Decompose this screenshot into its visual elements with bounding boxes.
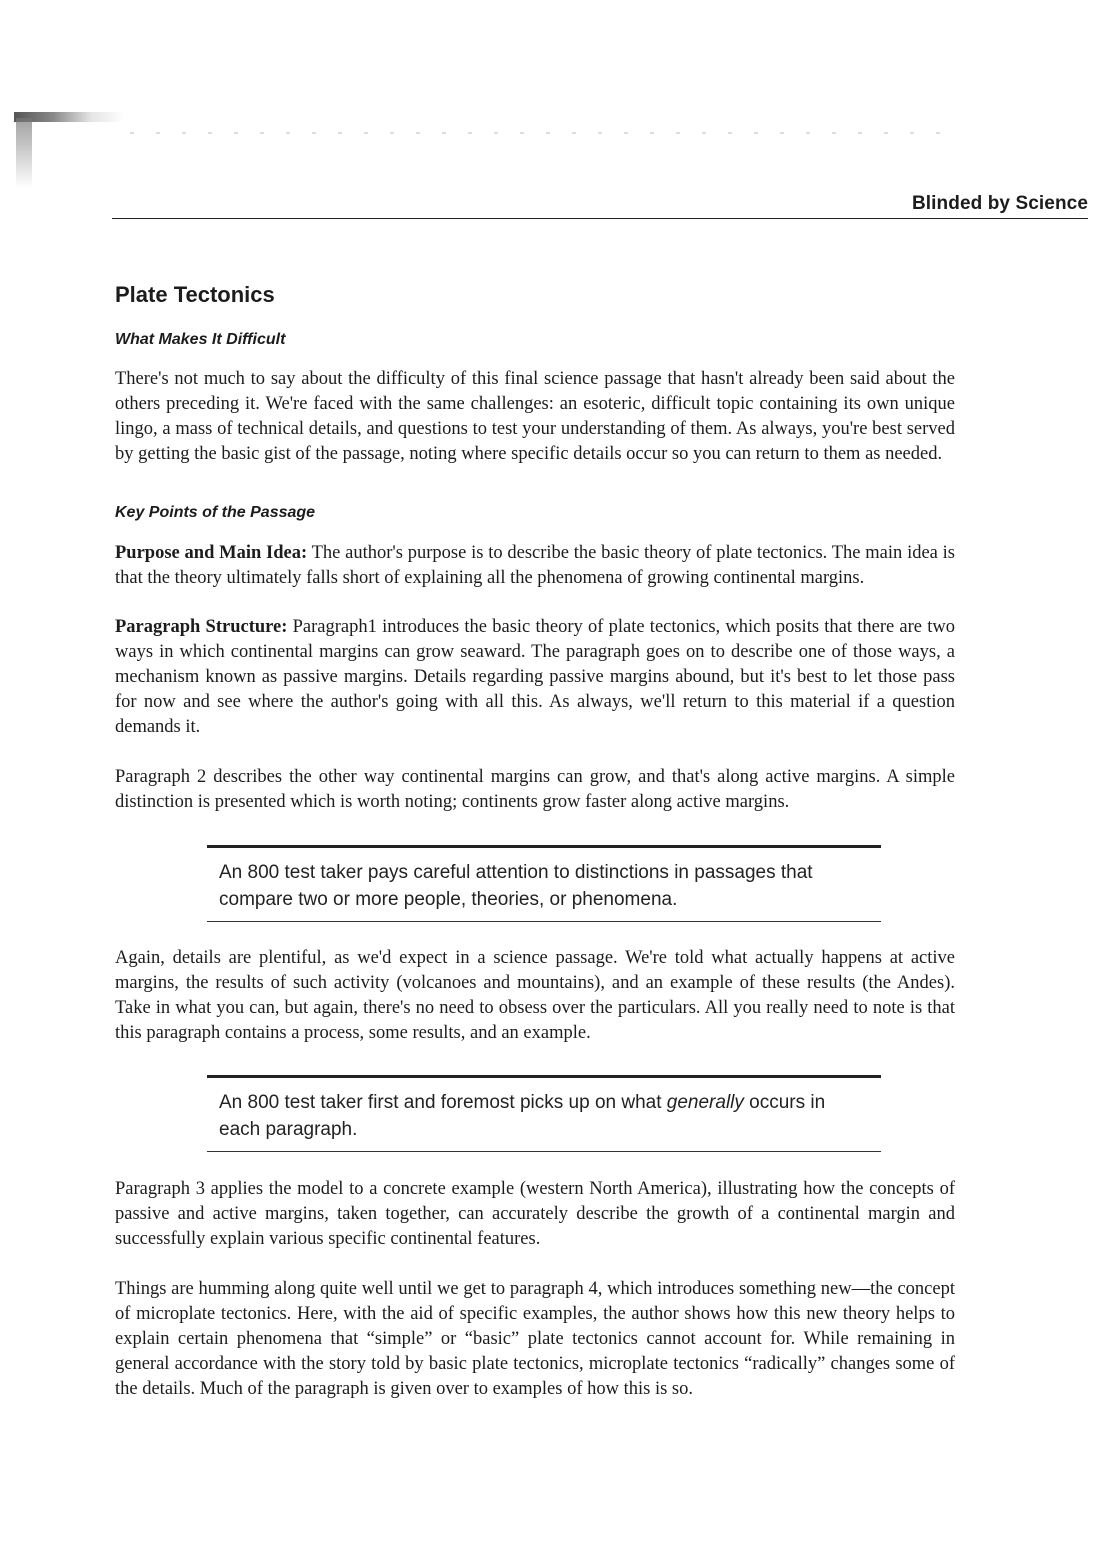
structure-paragraph <box>115 615 955 740</box>
paragraph-3-details: Again, details are plentiful, as we'd expect in a science passage. We're told what actually happens at active margins, the results of such activity (volcanoes and mountains), and an example of these results (the Andes). Take in what you can, but again, there's no need to obsess over the particulars. All you really need to note is that this paragraph contains a process, some results, and an example. <box>115 948 955 1043</box>
subsection-heading-difficulty: What Makes It Difficult <box>115 331 286 348</box>
subsection-heading-key-points: Key Points of the Passage <box>115 504 316 521</box>
purpose-label: Purpose and Main Idea: <box>115 543 308 563</box>
paragraph-3-example: Paragraph 3 applies the model to a concrete example (western North America), illustrating how the concepts of passive and active margins, taken together, can accurately describe the growth of a continental margin and successfully explain various specific continental features. <box>115 1179 955 1249</box>
header-rule <box>112 218 1088 219</box>
scan-artifact-edge <box>16 118 32 188</box>
purpose-paragraph <box>115 541 955 591</box>
section-title: Plate Tectonics <box>115 282 275 307</box>
callout-2-before: An 800 test taker first and foremost picks up on what <box>219 1092 667 1113</box>
running-head: Blinded by Science <box>911 193 1088 214</box>
structure-text: Paragraph1 introduces the basic theory of plate tectonics, which posits that there are two ways in which continental margins can grow seaward. The paragraph goes on to describe one of those ways, a mechanism known as passive margins. Details regarding passive margins abound, but it's best to let those pass for now and see where the author's going with all this. As always, we'll return to this material if a question demands it. <box>115 617 956 737</box>
paragraph-4-microplates: Things are humming along quite well until we get to paragraph 4, which introduces something new—the concept of microplate tectonics. Here, with the aid of specific examples, the author shows how this new theory helps to explain certain phenomena that “simple” or “basic” plate tectonics cannot account for. While remaining in general accordance with the story told by basic plate tectonics, microplate tectonics “radically” changes some of the details. Much of the paragraph is given over to examples of how this is so. <box>115 1279 955 1399</box>
tip-callout-distinctions: An 800 test taker pays careful attention to distinctions in passages that compare two or more people, theories, or phenomena. <box>207 845 881 922</box>
page-body <box>115 280 955 1402</box>
callout-2-emphasis: generally <box>666 1092 744 1113</box>
scan-noise <box>130 132 960 134</box>
purpose-text: The author's purpose is to describe the basic theory of plate tectonics. The main idea is that the theory ultimately falls short of explaining all the phenomena of growing continental margins. <box>115 543 955 588</box>
difficulty-paragraph: There's not much to say about the difficulty of this final science passage that hasn't already been said about the others preceding it. We're faced with the same challenges: an esoteric, difficult topic containing its own unique lingo, a mass of technical details, and questions to test your understanding of them. As always, you're best served by getting the basic gist of the passage, noting where specific details occur so you can return to them as needed. <box>115 369 955 464</box>
paragraph-2-summary: Paragraph 2 describes the other way continental margins can grow, and that's along active margins. A simple distinction is presented which is worth noting; continents grow faster along active margins. <box>115 767 955 812</box>
structure-label: Paragraph Structure: <box>115 617 288 637</box>
tip-callout-general <box>207 1075 881 1152</box>
callout-2-after: occurs in each paragraph. <box>219 1092 826 1140</box>
